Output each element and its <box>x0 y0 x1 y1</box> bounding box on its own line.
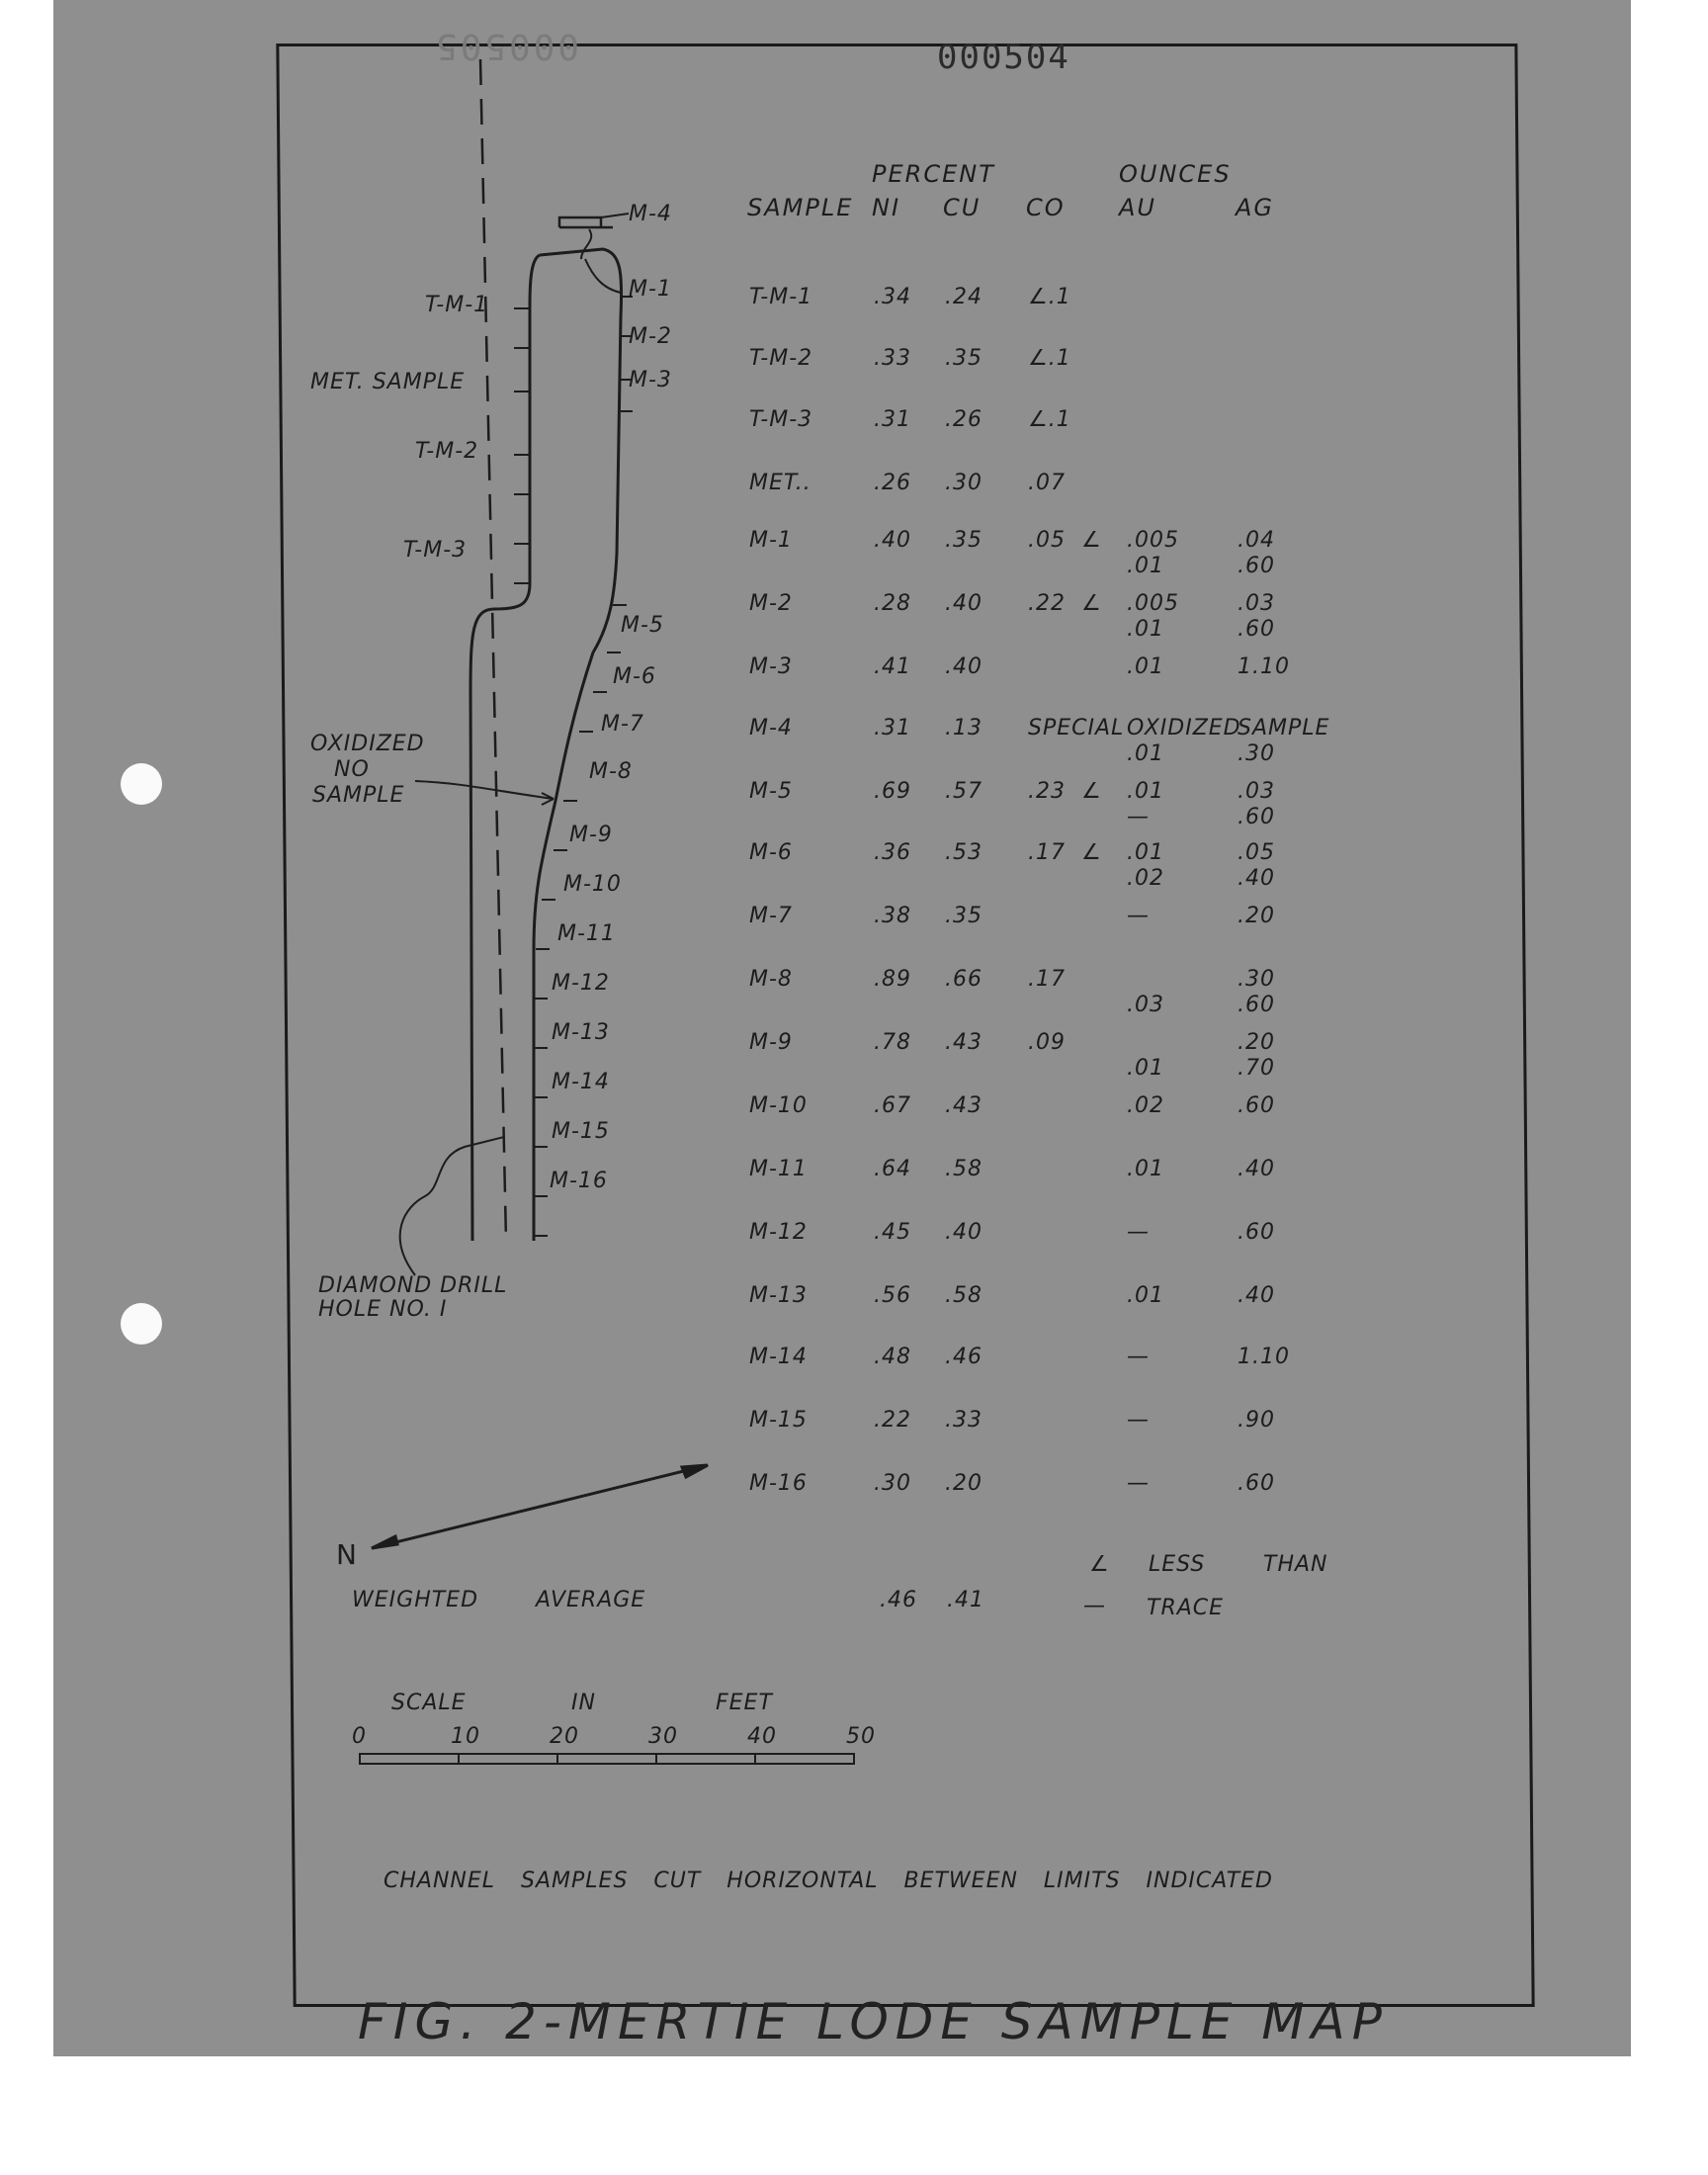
cell-au: .01 <box>1127 1157 1164 1181</box>
cell-cu: .43 <box>945 1030 982 1055</box>
label-oxidized-no: NO <box>334 757 370 782</box>
document-number: 000504 <box>937 38 1070 77</box>
label-tm1: T-M-1 <box>425 293 489 317</box>
cell-sample: MET.. <box>749 471 811 495</box>
cell-ag: .05 .40 <box>1238 840 1275 891</box>
cell-cu: .30 <box>945 471 982 495</box>
cell-cu: .66 <box>945 967 982 992</box>
cell-cu: .13 <box>945 716 982 740</box>
cell-ag: .03 .60 <box>1238 591 1275 642</box>
cell-sample: M-14 <box>749 1345 808 1369</box>
cell-co: ∠.1 <box>1028 407 1071 432</box>
cell-cu: .35 <box>945 528 982 553</box>
cell-au: .005 .01 <box>1127 528 1179 578</box>
cell-co: .17 ∠ <box>1028 840 1102 865</box>
header-percent: PERCENT <box>872 160 995 188</box>
weighted-label: WEIGHTED <box>352 1588 479 1612</box>
cell-sample: M-4 <box>749 716 793 740</box>
cell-co: .05 ∠ <box>1028 528 1102 553</box>
label-drill-hole: DIAMOND DRILL <box>318 1273 508 1298</box>
cell-sample: T-M-1 <box>749 285 813 309</box>
cell-cu: .40 <box>945 591 982 616</box>
label-m16: M-16 <box>550 1169 608 1193</box>
cell-au: .01 <box>1127 654 1164 679</box>
cell-ag: .90 <box>1238 1408 1275 1433</box>
cell-ag: SAMPLE .30 <box>1238 716 1330 766</box>
cell-sample: M-7 <box>749 904 793 928</box>
scale-tick-label: 0 <box>352 1724 367 1749</box>
label-m13: M-13 <box>552 1020 610 1045</box>
cell-sample: M-10 <box>749 1093 808 1118</box>
cell-cu: .58 <box>945 1157 982 1181</box>
cell-ni: .69 <box>874 779 911 804</box>
cell-au: — <box>1127 1471 1150 1496</box>
header-cu: CU <box>943 194 982 221</box>
cell-au: .01 <box>1127 1283 1164 1308</box>
cell-ag: 1.10 <box>1238 654 1290 679</box>
label-m7: M-7 <box>601 712 644 737</box>
cell-ni: .67 <box>874 1093 911 1118</box>
label-oxidized-sample: SAMPLE <box>312 783 405 808</box>
cell-au: .03 <box>1127 993 1164 1017</box>
cell-co: .17 <box>1028 967 1066 992</box>
cell-sample: M-9 <box>749 1030 793 1055</box>
label-met-sample: MET. SAMPLE <box>310 370 466 394</box>
cell-sample: M-13 <box>749 1283 808 1308</box>
scale-tick-label: 30 <box>648 1724 678 1749</box>
cell-au: .01 <box>1127 1056 1164 1081</box>
label-tm3: T-M-3 <box>403 538 468 563</box>
label-m3: M-3 <box>629 368 672 392</box>
label-m2: M-2 <box>629 324 672 349</box>
cell-sample: M-12 <box>749 1220 808 1245</box>
cell-au: .02 <box>1127 1093 1164 1118</box>
cell-cu: .58 <box>945 1283 982 1308</box>
label-m11: M-11 <box>557 921 616 946</box>
legend-less-text: LESS <box>1149 1552 1206 1577</box>
cell-ni: .89 <box>874 967 911 992</box>
cell-sample: M-2 <box>749 591 793 616</box>
cell-ni: .30 <box>874 1471 911 1496</box>
cell-ag: .03 .60 <box>1238 779 1275 829</box>
cell-ni: .22 <box>874 1408 911 1433</box>
cell-co: .07 <box>1028 471 1066 495</box>
cell-sample: M-16 <box>749 1471 808 1496</box>
label-m4: M-4 <box>629 202 672 226</box>
label-m9: M-9 <box>569 823 613 847</box>
header-ag: AG <box>1236 194 1275 221</box>
cell-sample: M-3 <box>749 654 793 679</box>
cell-cu: .35 <box>945 904 982 928</box>
scale-tick-label: 50 <box>846 1724 876 1749</box>
cell-au: — <box>1127 904 1150 928</box>
cell-sample: M-15 <box>749 1408 808 1433</box>
cell-ni: .33 <box>874 346 911 371</box>
label-m5: M-5 <box>621 613 664 638</box>
figure-title: FIG. 2-MERTIE LODE SAMPLE MAP <box>358 1993 1389 2050</box>
weighted-ni: .46 <box>880 1588 917 1612</box>
label-oxidized: OXIDIZED <box>310 732 425 756</box>
cell-cu: .43 <box>945 1093 982 1118</box>
label-m10: M-10 <box>563 872 622 897</box>
cell-sample: M-8 <box>749 967 793 992</box>
cell-ag: .60 <box>1238 1220 1275 1245</box>
label-m8: M-8 <box>589 759 633 784</box>
label-drill-hole-no: HOLE NO. I <box>318 1297 448 1322</box>
cell-ni: .45 <box>874 1220 911 1245</box>
cell-au: .01 .02 <box>1127 840 1164 891</box>
header-sample: SAMPLE <box>747 194 854 221</box>
scale-in-label: IN <box>571 1691 596 1715</box>
cell-ni: .31 <box>874 407 911 432</box>
scale-tick-label: 40 <box>747 1724 777 1749</box>
cell-cu: .57 <box>945 779 982 804</box>
cell-cu: .53 <box>945 840 982 865</box>
cell-ag: .40 <box>1238 1283 1275 1308</box>
cell-cu: .40 <box>945 654 982 679</box>
header-ni: NI <box>872 194 901 221</box>
label-m15: M-15 <box>552 1119 610 1144</box>
scale-tick-label: 10 <box>451 1724 480 1749</box>
cell-sample: M-1 <box>749 528 793 553</box>
cell-co: SPECIAL <box>1028 716 1125 740</box>
cell-au: .01 — <box>1127 779 1164 829</box>
label-tm2: T-M-2 <box>415 439 479 464</box>
label-m6: M-6 <box>613 664 656 689</box>
cell-ni: .38 <box>874 904 911 928</box>
cell-ag: .20 .70 <box>1238 1030 1275 1081</box>
cell-ni: .41 <box>874 654 911 679</box>
cell-ni: .28 <box>874 591 911 616</box>
legend-trace-symbol: — <box>1083 1594 1106 1618</box>
legend-than-text: THAN <box>1263 1552 1328 1577</box>
cell-ni: .40 <box>874 528 911 553</box>
label-m14: M-14 <box>552 1070 610 1094</box>
cell-ni: .36 <box>874 840 911 865</box>
cell-sample: T-M-3 <box>749 407 813 432</box>
cell-ag: 1.10 <box>1238 1345 1290 1369</box>
cell-ni: .26 <box>874 471 911 495</box>
cell-ni: .78 <box>874 1030 911 1055</box>
channel-note: CHANNEL SAMPLES CUT HORIZONTAL BETWEEN LIMITS INDICATED <box>384 1869 1273 1893</box>
cell-ag: .04 .60 <box>1238 528 1275 578</box>
label-m1: M-1 <box>629 277 672 302</box>
header-ounces: OUNCES <box>1119 160 1232 188</box>
legend-less-symbol: ∠ <box>1089 1552 1110 1577</box>
cell-cu: .26 <box>945 407 982 432</box>
cell-ag: .60 <box>1238 1471 1275 1496</box>
cell-ag: .40 <box>1238 1157 1275 1181</box>
cell-ni: .48 <box>874 1345 911 1369</box>
scale-tick-label: 20 <box>550 1724 579 1749</box>
cell-cu: .20 <box>945 1471 982 1496</box>
cell-ni: .64 <box>874 1157 911 1181</box>
cell-ag: .30 .60 <box>1238 967 1275 1017</box>
cell-co: .23 ∠ <box>1028 779 1102 804</box>
legend-trace-text: TRACE <box>1147 1596 1225 1620</box>
label-m12: M-12 <box>552 971 610 996</box>
header-co: CO <box>1026 194 1066 221</box>
cell-cu: .24 <box>945 285 982 309</box>
ghost-document-number: 000505 <box>433 26 580 66</box>
cell-au: — <box>1127 1220 1150 1245</box>
cell-co: ∠.1 <box>1028 285 1071 309</box>
north-arrow-label: N <box>336 1538 358 1571</box>
cell-au: .005 .01 <box>1127 591 1179 642</box>
cell-ni: .56 <box>874 1283 911 1308</box>
scale-label: SCALE <box>391 1691 467 1715</box>
cell-sample: M-6 <box>749 840 793 865</box>
header-au: AU <box>1119 194 1156 221</box>
cell-sample: M-11 <box>749 1157 808 1181</box>
cell-cu: .40 <box>945 1220 982 1245</box>
cell-cu: .33 <box>945 1408 982 1433</box>
cell-au: — <box>1127 1408 1150 1433</box>
cell-ni: .34 <box>874 285 911 309</box>
cell-co: .22 ∠ <box>1028 591 1102 616</box>
cell-cu: .46 <box>945 1345 982 1369</box>
cell-ni: .31 <box>874 716 911 740</box>
cell-co: ∠.1 <box>1028 346 1071 371</box>
cell-co: .09 <box>1028 1030 1066 1055</box>
cell-ag: .20 <box>1238 904 1275 928</box>
scale-feet-label: FEET <box>716 1691 773 1715</box>
cell-cu: .35 <box>945 346 982 371</box>
cell-sample: T-M-2 <box>749 346 813 371</box>
weighted-cu: .41 <box>947 1588 984 1612</box>
cell-ag: .60 <box>1238 1093 1275 1118</box>
average-label: AVERAGE <box>536 1588 646 1612</box>
cell-au: — <box>1127 1345 1150 1369</box>
cell-sample: M-5 <box>749 779 793 804</box>
cell-au: OXIDIZED .01 <box>1127 716 1241 766</box>
